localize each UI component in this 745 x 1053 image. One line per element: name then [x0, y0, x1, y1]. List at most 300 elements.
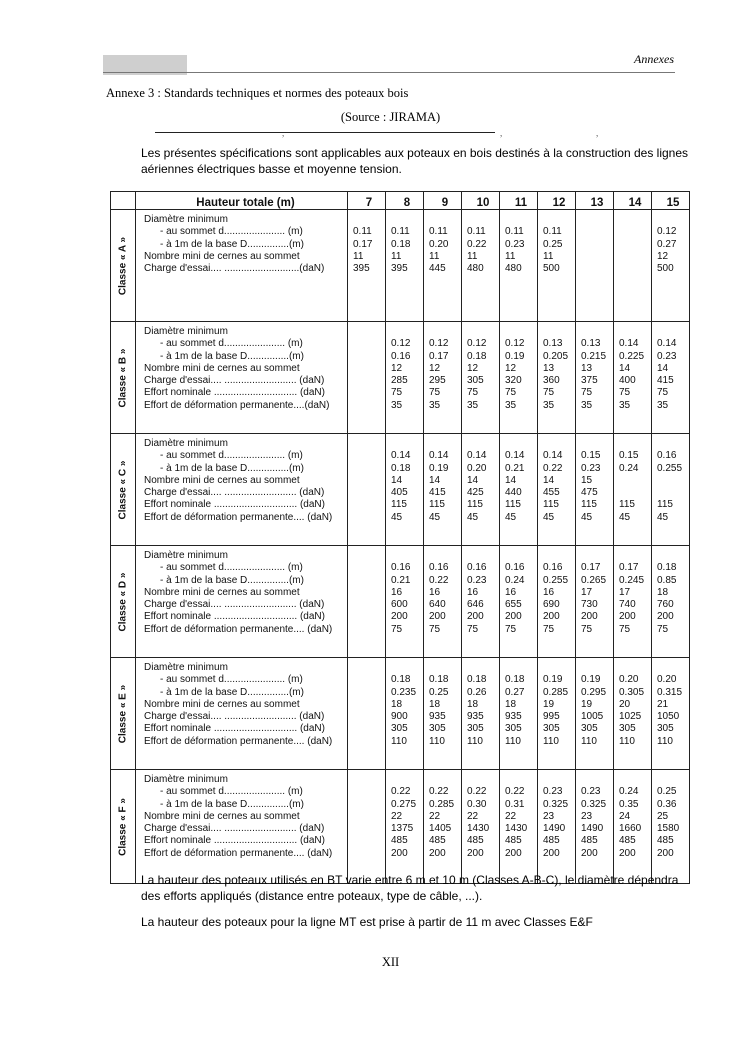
property-label: Effort de déformation permanente.... (daN) — [144, 735, 333, 747]
height-values-cell — [424, 210, 462, 322]
property-label: - à 1m de la base D...............(m) — [160, 798, 304, 810]
value: 305 — [505, 723, 522, 735]
value: 0.17 — [581, 562, 601, 574]
height-values-cell — [538, 322, 576, 434]
value: 200 — [657, 611, 674, 623]
value — [353, 848, 385, 860]
value: 12 — [467, 362, 479, 374]
value: 16 — [505, 586, 517, 598]
value: 0.36 — [657, 798, 677, 810]
value: 75 — [467, 623, 479, 635]
value: 0.295 — [581, 686, 607, 698]
value: 0.22 — [467, 786, 487, 798]
property-labels-cell — [136, 546, 348, 658]
value: 110 — [543, 735, 559, 747]
value: 115 — [429, 499, 445, 511]
value: 485 — [505, 835, 522, 847]
value: 0.325 — [543, 798, 569, 810]
value: 0.215 — [581, 350, 607, 362]
class-name: Classe « C » — [117, 460, 129, 519]
height-values-cell — [386, 322, 424, 434]
height-values-cell — [386, 546, 424, 658]
value — [429, 214, 461, 226]
height-values-cell — [500, 658, 538, 770]
value: 0.18 — [391, 238, 411, 250]
value — [353, 550, 385, 562]
value — [581, 226, 613, 238]
value: 16 — [391, 586, 403, 598]
value: 110 — [619, 735, 635, 747]
value: 455 — [543, 487, 560, 499]
page-number: XII — [381, 955, 400, 969]
value — [353, 438, 385, 450]
value: 415 — [657, 375, 674, 387]
value: 0.22 — [429, 574, 449, 586]
property-label: - à 1m de la base D...............(m) — [160, 686, 304, 698]
value — [391, 326, 423, 338]
value: 295 — [429, 375, 446, 387]
property-label: - au sommet d...................... (m) — [160, 674, 303, 686]
value: 485 — [543, 835, 560, 847]
class-label-cell — [111, 322, 136, 434]
property-label: Nombre mini de cernes au sommet — [144, 698, 300, 710]
value: 305 — [467, 723, 484, 735]
height-values-cell — [462, 658, 500, 770]
scan-mark: , — [282, 128, 285, 138]
value — [467, 326, 499, 338]
value: 0.25 — [657, 786, 677, 798]
value: 0.14 — [467, 450, 487, 462]
value: 115 — [619, 499, 635, 511]
value — [353, 736, 385, 748]
value: 0.27 — [657, 238, 677, 250]
height-col-header: 7 — [348, 192, 386, 210]
value — [391, 774, 423, 786]
value: 730 — [581, 599, 598, 611]
value — [353, 662, 385, 674]
value: 1660 — [619, 823, 642, 835]
value: 75 — [581, 623, 593, 635]
value: 0.18 — [505, 674, 525, 686]
value — [505, 214, 537, 226]
value: 200 — [467, 847, 484, 859]
value: 35 — [657, 399, 669, 411]
value: 200 — [391, 611, 408, 623]
value — [353, 835, 385, 847]
value — [353, 687, 385, 699]
class-label-cell — [111, 770, 136, 884]
value: 45 — [505, 511, 517, 523]
value: 485 — [619, 835, 636, 847]
property-label: - au sommet d...................... (m) — [160, 562, 303, 574]
value — [353, 723, 385, 735]
value: 75 — [391, 623, 403, 635]
value: 0.22 — [467, 238, 487, 250]
value: 0.18 — [391, 674, 411, 686]
value: 0.18 — [429, 674, 449, 686]
value — [619, 326, 651, 338]
value: 475 — [581, 487, 598, 499]
property-label: Effort nominale .............................. (daN) — [144, 611, 325, 623]
value: 0.265 — [581, 574, 607, 586]
value: 110 — [467, 735, 483, 747]
value: 305 — [581, 723, 598, 735]
poles-standards-table — [110, 191, 690, 884]
value: 14 — [467, 474, 479, 486]
value: 0.15 — [581, 450, 601, 462]
height-values-cell — [652, 434, 690, 546]
property-label: - au sommet d...................... (m) — [160, 338, 303, 350]
value — [543, 550, 575, 562]
height-values-cell — [500, 322, 538, 434]
value: 0.25 — [429, 686, 449, 698]
value — [619, 475, 651, 487]
value: 0.24 — [619, 462, 639, 474]
value — [391, 438, 423, 450]
header-rule — [103, 72, 675, 73]
value — [619, 438, 651, 450]
value: 0.14 — [543, 450, 563, 462]
height-header: Hauteur totale (m) — [136, 192, 348, 210]
height-col-header: 11 — [500, 192, 538, 210]
value: 75 — [581, 387, 593, 399]
class-row — [111, 546, 690, 658]
value — [657, 774, 689, 786]
value — [429, 550, 461, 562]
value — [429, 774, 461, 786]
value: 646 — [467, 599, 484, 611]
value: 22 — [467, 810, 479, 822]
value: 75 — [429, 623, 441, 635]
property-label: Effort de déformation permanente....(daN) — [144, 399, 330, 411]
height-values-cell — [386, 210, 424, 322]
value: 75 — [619, 623, 631, 635]
value: 0.11 — [391, 226, 410, 238]
value — [391, 214, 423, 226]
value: 485 — [657, 835, 674, 847]
value: 115 — [657, 499, 673, 511]
value: 18 — [657, 586, 669, 598]
value: 425 — [467, 487, 484, 499]
value — [467, 774, 499, 786]
value — [353, 338, 385, 350]
property-label: - à 1m de la base D...............(m) — [160, 462, 304, 474]
value: 0.23 — [543, 786, 563, 798]
value: 11 — [353, 250, 364, 262]
value — [581, 263, 613, 275]
value: 18 — [391, 698, 403, 710]
value — [657, 662, 689, 674]
property-labels-cell — [136, 434, 348, 546]
value: 0.315 — [657, 686, 683, 698]
value: 995 — [543, 711, 560, 723]
value: 0.11 — [429, 226, 448, 238]
value: 0.245 — [619, 574, 645, 586]
value: 760 — [657, 599, 674, 611]
value — [581, 239, 613, 251]
value: 110 — [391, 735, 407, 747]
value: 655 — [505, 599, 522, 611]
value: 0.23 — [581, 462, 601, 474]
property-label: Nombre mini de cernes au sommet — [144, 586, 300, 598]
value: 0.22 — [429, 786, 449, 798]
value: 200 — [657, 847, 674, 859]
value: 0.12 — [657, 226, 677, 238]
value: 45 — [467, 511, 479, 523]
note-paragraph: La hauteur des poteaux pour la ligne MT est prise à partir de 11 m avec Classes E&F — [141, 915, 593, 929]
class-row — [111, 658, 690, 770]
value: 0.18 — [391, 462, 411, 474]
property-label: Effort nominale .............................. (daN) — [144, 387, 325, 399]
value: 75 — [505, 623, 517, 635]
value: 14 — [505, 474, 517, 486]
value: 0.23 — [467, 574, 487, 586]
value: 17 — [619, 586, 631, 598]
value: 0.19 — [505, 350, 525, 362]
property-label: - à 1m de la base D...............(m) — [160, 350, 304, 362]
property-label: - au sommet d...................... (m) — [160, 786, 303, 798]
value — [353, 711, 385, 723]
class-label-cell — [111, 210, 136, 322]
height-values-cell — [652, 322, 690, 434]
height-col-header: 12 — [538, 192, 576, 210]
value: 22 — [429, 810, 441, 822]
property-label: Nombre mini de cernes au sommet — [144, 250, 300, 262]
height-values-cell — [576, 770, 614, 884]
value: 110 — [505, 735, 521, 747]
value: 1430 — [505, 823, 528, 835]
value: 305 — [429, 723, 446, 735]
value: 21 — [657, 698, 669, 710]
value — [619, 226, 651, 238]
value: 0.17 — [619, 562, 639, 574]
height-col-header: 14 — [614, 192, 652, 210]
value: 14 — [619, 362, 631, 374]
value: 600 — [391, 599, 408, 611]
value: 0.20 — [429, 238, 449, 250]
class-name: Classe « F » — [117, 797, 129, 856]
value — [505, 774, 537, 786]
value — [429, 438, 461, 450]
value: 395 — [353, 263, 370, 275]
value: 395 — [391, 263, 408, 275]
value: 25 — [657, 810, 669, 822]
class-row — [111, 322, 690, 434]
value: 45 — [657, 511, 669, 523]
value: 18 — [505, 698, 517, 710]
value: 0.205 — [543, 350, 569, 362]
value: 0.305 — [619, 686, 645, 698]
value: 0.11 — [505, 226, 524, 238]
value: 0.275 — [391, 798, 417, 810]
height-values-cell — [500, 434, 538, 546]
property-label: - au sommet d...................... (m) — [160, 450, 303, 462]
value: 360 — [543, 375, 560, 387]
value: 305 — [543, 723, 560, 735]
value: 16 — [429, 586, 441, 598]
value: 305 — [619, 723, 636, 735]
height-values-cell — [538, 434, 576, 546]
value: 0.16 — [657, 450, 677, 462]
height-values-cell — [614, 658, 652, 770]
value: 0.11 — [353, 226, 372, 238]
height-values-cell — [652, 658, 690, 770]
height-values-cell — [538, 210, 576, 322]
property-label: Charge d'essai.... .......................... (daN) — [144, 487, 325, 499]
note-paragraph: La hauteur des poteaux utilisés en BT varie entre 6 m et 10 m (Classes A-B-C), le diamètre dépendra des efforts appliqués (distance entre poteaux, type de câble, ...). — [141, 873, 679, 903]
value — [581, 662, 613, 674]
value: 18 — [467, 698, 479, 710]
value — [619, 214, 651, 226]
property-label: Charge d'essai.... ...........................(daN) — [144, 263, 325, 275]
height-values-cell — [462, 770, 500, 884]
value: 0.12 — [467, 338, 487, 350]
height-col-header: 9 — [424, 192, 462, 210]
value: 0.20 — [467, 462, 487, 474]
value: 0.25 — [543, 238, 563, 250]
property-label: Effort nominale .............................. (daN) — [144, 499, 325, 511]
height-values-cell — [614, 322, 652, 434]
property-labels-cell — [136, 322, 348, 434]
property-labels-cell — [136, 658, 348, 770]
height-values-cell — [462, 210, 500, 322]
value: 0.21 — [391, 574, 411, 586]
value: 200 — [429, 611, 446, 623]
value — [581, 326, 613, 338]
property-label: Diamètre minimum — [144, 214, 228, 225]
value: 0.23 — [657, 350, 677, 362]
value: 13 — [581, 362, 593, 374]
property-label: Effort de déformation permanente.... (daN) — [144, 847, 333, 859]
value: 45 — [619, 511, 631, 523]
property-label: Effort nominale .............................. (daN) — [144, 835, 325, 847]
value: 0.24 — [505, 574, 525, 586]
property-label: - à 1m de la base D...............(m) — [160, 574, 304, 586]
height-values-cell — [348, 770, 386, 884]
value — [543, 438, 575, 450]
height-values-cell — [576, 434, 614, 546]
height-values-cell — [500, 210, 538, 322]
value: 1050 — [657, 711, 680, 723]
value: 0.15 — [619, 450, 639, 462]
value — [657, 550, 689, 562]
value: 12 — [391, 362, 403, 374]
value: 285 — [391, 375, 408, 387]
value: 0.16 — [391, 562, 411, 574]
class-name: Classe « A » — [117, 236, 129, 295]
value: 1490 — [543, 823, 566, 835]
value: 0.22 — [505, 786, 525, 798]
value: 0.30 — [467, 798, 487, 810]
value: 0.13 — [543, 338, 563, 350]
value: 11 — [543, 250, 554, 262]
height-values-cell — [348, 322, 386, 434]
value — [581, 550, 613, 562]
value: 0.255 — [657, 462, 683, 474]
value: 500 — [543, 263, 560, 275]
height-values-cell — [576, 210, 614, 322]
value — [353, 562, 385, 574]
value — [353, 475, 385, 487]
value — [581, 214, 613, 226]
value: 1580 — [657, 823, 680, 835]
height-values-cell — [424, 546, 462, 658]
value: 24 — [619, 810, 631, 822]
value — [619, 487, 651, 499]
value — [505, 438, 537, 450]
height-values-cell — [424, 434, 462, 546]
value — [353, 674, 385, 686]
scan-mark: , — [500, 128, 503, 138]
header-empty-cell — [111, 192, 136, 210]
value: 0.24 — [619, 786, 639, 798]
value: 16 — [467, 586, 479, 598]
value — [619, 662, 651, 674]
value — [353, 512, 385, 524]
height-values-cell — [424, 322, 462, 434]
value — [619, 263, 651, 275]
value: 115 — [391, 499, 407, 511]
class-row — [111, 434, 690, 546]
height-values-cell — [652, 546, 690, 658]
value: 0.16 — [505, 562, 525, 574]
value — [353, 326, 385, 338]
height-values-cell — [538, 770, 576, 884]
value: 0.16 — [543, 562, 563, 574]
value: 110 — [657, 735, 673, 747]
value: 0.11 — [467, 226, 486, 238]
height-values-cell — [576, 322, 614, 434]
height-values-cell — [652, 210, 690, 322]
value — [543, 774, 575, 786]
property-label: Diamètre minimum — [144, 774, 228, 785]
value — [619, 251, 651, 263]
class-label-cell — [111, 658, 136, 770]
value: 200 — [543, 847, 560, 859]
value — [353, 400, 385, 412]
value: 0.18 — [657, 562, 677, 574]
height-values-cell — [576, 546, 614, 658]
value: 0.285 — [543, 686, 569, 698]
value — [657, 438, 689, 450]
height-values-cell — [614, 546, 652, 658]
value: 0.13 — [581, 338, 601, 350]
value: 14 — [657, 362, 669, 374]
value: 35 — [391, 399, 403, 411]
value: 22 — [391, 810, 403, 822]
value — [353, 375, 385, 387]
value: 35 — [505, 399, 517, 411]
value: 14 — [429, 474, 441, 486]
value: 110 — [581, 735, 597, 747]
value: 0.20 — [657, 674, 677, 686]
property-label: Charge d'essai.... .......................... (daN) — [144, 375, 325, 387]
value: 23 — [581, 810, 593, 822]
height-values-cell — [462, 434, 500, 546]
value — [619, 239, 651, 251]
value: 75 — [467, 387, 479, 399]
property-label: Diamètre minimum — [144, 326, 228, 337]
value: 0.12 — [505, 338, 525, 350]
value: 0.17 — [429, 350, 449, 362]
value: 35 — [543, 399, 555, 411]
value: 23 — [543, 810, 555, 822]
value — [353, 363, 385, 375]
value: 690 — [543, 599, 560, 611]
value: 0.235 — [391, 686, 417, 698]
class-name: Classe « B » — [117, 348, 129, 407]
value: 320 — [505, 375, 522, 387]
